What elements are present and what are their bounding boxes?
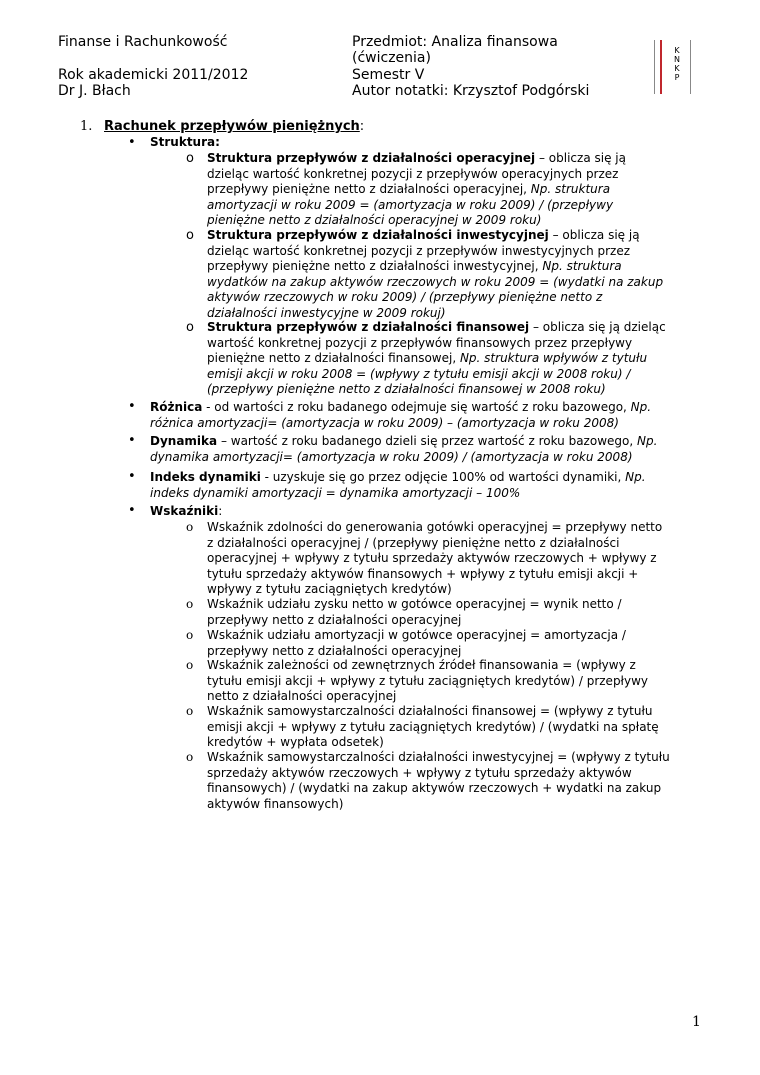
circle-bullet-icon: o (186, 320, 194, 335)
indeks-paragraph: Indeks dynamiki - uzyskuje się go przez odjęcie 100% od wartości dynamiki, Np. indeks dynamiki amortyzacji = dynamika amortyzacji – 100% (150, 470, 646, 500)
logo-letters (672, 46, 682, 82)
logo-letter: N (674, 55, 680, 64)
header-lecturer: Dr J. Błach (58, 83, 131, 99)
logo-line-left (654, 40, 655, 94)
roznica-paragraph: Różnica - od wartości z roku badanego odejmuje się wartość z roku bazowego, Np. różnica amortyzacji= (amortyzacja w roku 2009) – (amortyzacja w roku 2008) (150, 400, 652, 430)
header-semester: Semestr V (352, 67, 425, 83)
wskaznik-item: Wskaźnik udziału amortyzacji w gotówce operacyjnej = amortyzacja / przepływy netto z działalności operacyjnej (207, 628, 626, 658)
wskaznik-item: Wskaźnik samowystarczalności działalności inwestycyjnej = (wpływy z tytułu sprzedaży aktywów rzeczowych + wpływy z tytułu sprzedaży aktywów finansowych) / (wydatki na zakup aktywów rzeczowych + wydatki na zakup aktywów finansowych) (207, 750, 670, 811)
struktura-item-inwestycyjna: Struktura przepływów z działalności inwestycyjnej – oblicza się ją dzieląc wartość konkretnej pozycji z przepływów inwestycyjnych przez przepływy pieniężne netto z działalności inwestycyjnej, Np. struktura wydatków na zakup aktywów rzeczowych w roku 2009 = (wydatki na zakup aktywów rzeczowych w roku 2009) / (przepływy pieniężne netto z działalności inwestycyjne w 2009 rokuj) (207, 228, 664, 320)
header-author: Autor notatki: Krzysztof Podgórski (352, 83, 590, 99)
section-number: 1. (80, 119, 93, 134)
struktura-heading: Struktura: (150, 135, 220, 149)
dynamika-paragraph: Dynamika – wartość z roku badanego dzieli się przez wartość z roku bazowego, Np. dynamika amortyzacji= (amortyzacja w roku 2009) / (amortyzacja w roku 2008) (150, 434, 658, 464)
logo-bar-red (660, 40, 662, 94)
section-title-suffix: : (359, 119, 365, 134)
wskaznik-item: Wskaźnik udziału zysku netto w gotówce operacyjnej = wynik netto / przepływy netto z działalności operacyjnej (207, 597, 622, 627)
circle-bullet-icon: o (186, 520, 194, 534)
wskaznik-item: Wskaźnik samowystarczalności działalności finansowej = (wpływy z tytułu emisji akcji + wpływy z tytułu zaciągniętych kredytów) / (wydatki na spłatę kredytów + wypłata odsetek) (207, 704, 659, 749)
header-subject-type: (ćwiczenia) (352, 50, 431, 66)
bullet-icon: • (128, 503, 136, 518)
logo-letter: P (674, 73, 680, 82)
logo-letter: K (674, 46, 680, 55)
logo-line-right (690, 40, 691, 94)
circle-bullet-icon: o (186, 228, 194, 243)
wskaznik-item: Wskaźnik zależności od zewnętrznych źródeł finansowania = (wpływy z tytułu emisji akcji + wpływy z tytułu zaciągniętych kredytów) / przepływy netto z działalności operacyjnej (207, 658, 648, 703)
bullet-icon: • (128, 469, 136, 484)
section-title-text: Rachunek przepływów pieniężnych (104, 119, 360, 134)
circle-bullet-icon: o (186, 750, 194, 764)
circle-bullet-icon: o (186, 658, 194, 672)
circle-bullet-icon: o (186, 151, 194, 166)
struktura-item-finansowa: Struktura przepływów z działalności finansowej – oblicza się ją dzieląc wartość konkretnej pozycji z przepływów finansowych przez przepływy pieniężne netto z działalności finansowej, Np. struktura wpływów z tytułu emisji akcji w roku 2008 = (wpływy z tytułu emisji akcji w 2008 roku) / (przepływy pieniężne netto z działalności finansowej w 2008 roku) (207, 320, 666, 396)
header-year: Rok akademicki 2011/2012 (58, 67, 249, 83)
bullet-icon: • (128, 399, 136, 414)
header-subject: Przedmiot: Analiza finansowa (352, 34, 558, 50)
struktura-item-operacyjna: Struktura przepływów z działalności operacyjnej – oblicza się ją dzieląc wartość konkretnej pozycji z przepływów operacyjnych przez przepływy pieniężne netto z działalności operacyjnej, Np. struktura amortyzacji w roku 2009 = (amortyzacja w roku 2009) / (przepływy pieniężne netto z działalności operacyjnej w 2009 roku) (207, 151, 626, 227)
circle-bullet-icon: o (186, 628, 194, 642)
circle-bullet-icon: o (186, 704, 194, 718)
wskaznik-item: Wskaźnik zdolności do generowania gotówki operacyjnej = przepływy netto z działalności operacyjnej / (przepływy pieniężne netto z działalności operacyjnej + wpływy z tytułu sprzedaży aktywów rzeczowych + wpływy z tytułu sprzedaży aktywów finansowych + wpływy z tytułu emisji akcji + wpływy z tytułu zaciągniętych kredytów) (207, 520, 663, 596)
bullet-icon: • (128, 433, 136, 448)
logo-letter: K (674, 64, 680, 73)
bullet-icon: • (128, 135, 136, 150)
wskazniki-heading: Wskaźniki: (150, 504, 223, 518)
header-course: Finanse i Rachunkowość (58, 34, 228, 50)
section-title (104, 119, 364, 135)
page-number: 1 (692, 1014, 701, 1030)
circle-bullet-icon: o (186, 597, 194, 611)
